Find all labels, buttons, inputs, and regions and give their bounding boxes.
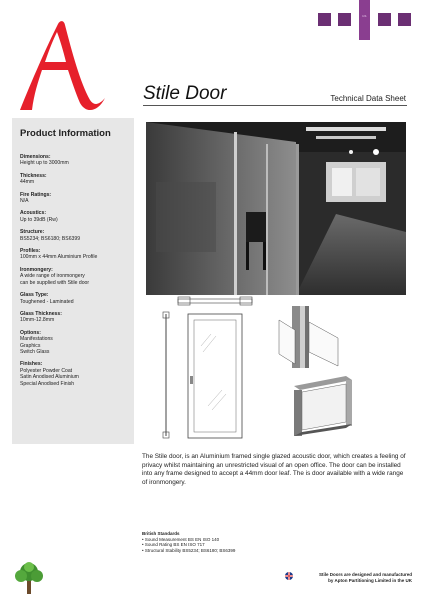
field-value: N/A bbox=[20, 198, 29, 205]
field-value: Manifestations bbox=[20, 336, 53, 343]
apton-logo-icon bbox=[2, 18, 112, 113]
brand-square bbox=[338, 13, 351, 26]
field-label: Glass Type: bbox=[20, 292, 49, 299]
field-thickness bbox=[20, 173, 126, 186]
field-value: 10mm-12.8mm bbox=[20, 317, 55, 324]
field-value: Special Anodised Finish bbox=[20, 380, 75, 387]
standards-item: • Sound Measurement BS EN ISO 140 bbox=[142, 536, 220, 542]
manufacturer-line: by Apton Partitioning Limited in the UK bbox=[328, 578, 412, 583]
field-label: Ironmongery: bbox=[20, 266, 53, 273]
product-description: The Stile door, is an Aluminium framed single glazed acoustic door, which creates a feeling of privacy whilst maintaining an unrestricted visual of an open office. The door can be installed into any frame designed to accept a 44mm door leaf. The is door available with a wide range of ironmongery. bbox=[142, 453, 406, 486]
brand-square bbox=[378, 13, 391, 26]
field-value: Satin Anodised Aluminium bbox=[20, 374, 79, 381]
field-profiles bbox=[20, 248, 126, 261]
field-label: Dimensions: bbox=[20, 154, 51, 160]
field-finishes bbox=[20, 361, 126, 387]
field-value: BS5234; BS6180; BS6399 bbox=[20, 235, 81, 242]
brand-square bbox=[318, 13, 331, 26]
office-corridor-photo bbox=[146, 122, 406, 295]
field-structure bbox=[20, 229, 126, 242]
page-badge-text: 1/1 bbox=[362, 14, 367, 18]
field-label: Profiles: bbox=[20, 248, 41, 255]
field-label: Glass Thickness: bbox=[20, 310, 62, 317]
field-label: Acoustics: bbox=[20, 210, 47, 217]
standards-heading: British Standards bbox=[142, 531, 180, 536]
field-label: Thickness: bbox=[20, 172, 47, 179]
field-options bbox=[20, 330, 126, 356]
standards-item: • Structural Stability BS5234; BS6180; BS6399 bbox=[142, 547, 236, 553]
manufacturer-line: Stile Doors are designed and manufactured bbox=[318, 572, 412, 577]
field-fire-ratings bbox=[20, 192, 126, 205]
field-value: 44mm bbox=[20, 179, 35, 186]
field-value: 100mm x 44mm Aluminium Profile bbox=[20, 254, 98, 261]
manufacturer-note bbox=[319, 572, 412, 584]
field-value: Graphics bbox=[20, 342, 41, 349]
field-value: Polyester Powder Coat bbox=[20, 367, 73, 374]
field-label: Options: bbox=[20, 329, 41, 336]
field-acoustics bbox=[20, 210, 126, 223]
field-value: Up to 39dB (Rw) bbox=[20, 216, 58, 223]
field-dimensions bbox=[20, 154, 126, 167]
field-label: Fire Ratings: bbox=[20, 191, 52, 198]
uk-flag-icon bbox=[285, 572, 293, 580]
field-ironmongery bbox=[20, 267, 126, 286]
product-information-panel bbox=[12, 118, 134, 444]
field-label: Finishes: bbox=[20, 361, 43, 368]
panel-title: Product Information bbox=[20, 128, 111, 139]
door-technical-drawing bbox=[146, 296, 406, 444]
field-value: can be supplied with Stile door bbox=[20, 279, 90, 286]
british-standards bbox=[142, 531, 342, 553]
page-badge bbox=[359, 0, 370, 40]
field-glass-type bbox=[20, 292, 126, 305]
page-title: Stile Door bbox=[143, 83, 227, 104]
tree-icon bbox=[12, 560, 46, 596]
page-subtitle: Technical Data Sheet bbox=[330, 94, 406, 103]
field-value: Height up to 3000mm bbox=[20, 160, 69, 167]
field-value: A wide range of ironmongery bbox=[20, 273, 85, 280]
brand-square bbox=[398, 13, 411, 26]
field-value: Toughened - Laminated bbox=[20, 298, 74, 305]
standards-item: • Sound Rating BS EN ISO 717 bbox=[142, 542, 205, 548]
header-divider bbox=[143, 105, 407, 106]
field-value: Switch Glass bbox=[20, 348, 50, 355]
field-glass-thickness bbox=[20, 311, 126, 324]
field-label: Structure: bbox=[20, 229, 45, 236]
